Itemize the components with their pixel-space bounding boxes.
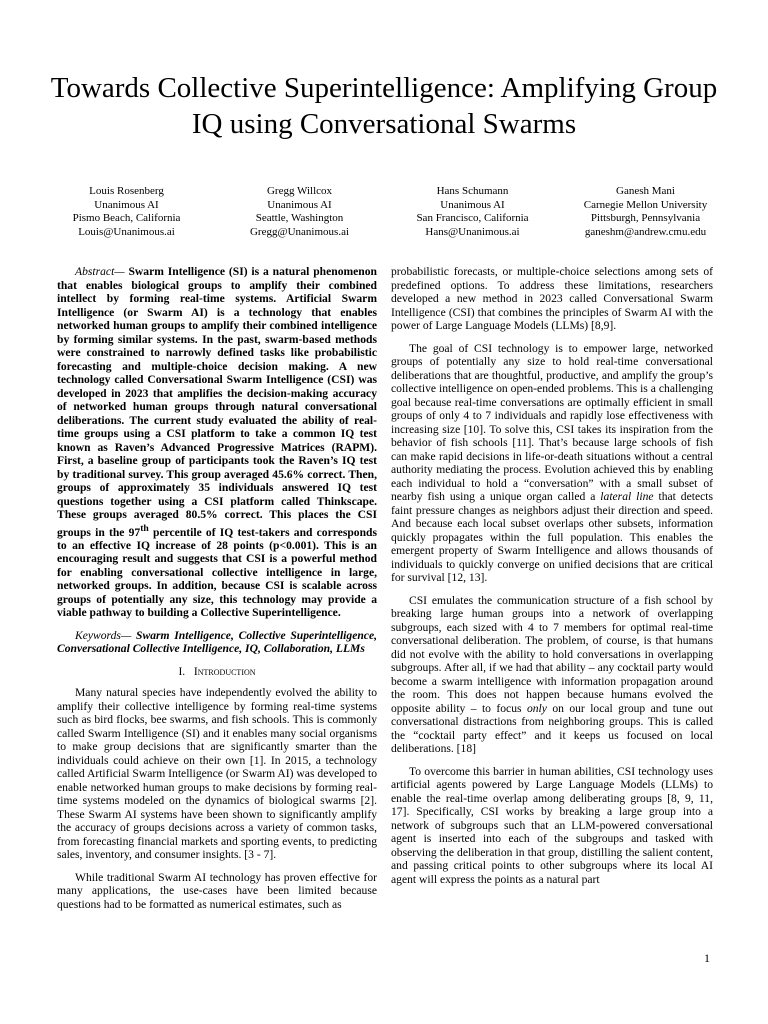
emphasis-text: only (526, 701, 547, 715)
author-location: Seattle, Washington (255, 212, 344, 224)
emphasis-text: lateral line (600, 490, 654, 503)
section-number: I. (178, 664, 186, 678)
keywords-label: Keywords— (75, 628, 132, 642)
author-org: Unanimous AI (94, 198, 159, 211)
left-column (57, 265, 377, 920)
paragraph-text: that detects faint pressure changes as neighbors adjust their direction and speed. And because each local subset overlaps other subsets, information quickly propagates within the full population. This enables the emergent property of Swarm Intelligence and allows thousands of individuals to quickly converge on unified decisions that are critical for survival [12, 13]. (391, 490, 713, 584)
paragraph: To overcome this barrier in human abilities, CSI technology uses artificial agents powered by Large Language Models (LLMs) to enable the real-time overlap among deliberating groups [8, 9, 11, 17]. Specifically, CSI works by breaking a large group into a network of subgroups such that an LLM-powered conversational agent is inserted into each of the subgroups and tasked with observing the deliberation in that group, distilling the salient content, and passing critical points to other subgroups where its local AI agent will express the points as a natural part (391, 764, 713, 886)
author-org: Unanimous AI (267, 198, 332, 211)
author-name: Hans Schumann (436, 185, 509, 197)
abstract-text-continued: percentile of IQ test-takers and corresponds to an effective IQ increase of 28 points (p<0.001). This is an encouraging result and suggests that CSI is a powerful method for enabling conversational collective intelligence in large, networked groups. In addition, because CSI is scalable across groups of potentially any size, this technology may provide a viable pathway to building a Collective Superintelligence. (57, 525, 377, 620)
paragraph: Many natural species have independently evolved the ability to amplify their collective intelligence by forming real-time systems such as bird flocks, bee swarms, and fish schools. This is commonly called Swarm Intelligence (SI) and it enables many social organisms to make group decisions that are significantly smarter than the individuals could achieve on their own [1]. In 2015, a technology called Artificial Swarm Intelligence (or Swarm AI) was developed to enable networked human groups to make decisions by forming real-time systems modeled on the dynamics of biological swarms [2]. These Swarm AI systems have been shown to significantly amplify the accuracy of groups decisions across a variety of common tasks, from forecasting financial markets and sporting events, to predicting sales, inventory, and consumer insights. [3 - 7]. (57, 686, 377, 862)
author-email: Louis@Unanimous.ai (78, 225, 175, 238)
author-location: Pittsburgh, Pennsylvania (590, 212, 701, 224)
author-location: Pismo Beach, California (72, 212, 181, 224)
author-org: Carnegie Mellon University (583, 198, 708, 211)
page-number: 1 (704, 951, 710, 965)
section-heading-introduction (57, 665, 377, 679)
paragraph-text: CSI emulates the communication structure of a fish school by breaking large human groups into a network of overlapping subgroups, each sized with 4 to 7 members for optimal real-time conversational deliberation. The problem, of course, is that humans did not evolve with the ability to hold conversations in overlapping subgroups. After all, if we had that ability – any cocktail party would become a swarm intelligence with information propagation around the room. This does not happen because humans evolved the opposite ability – to focus (391, 593, 713, 715)
abstract-superscript: th (140, 522, 149, 534)
author-block (40, 185, 732, 239)
author-email: ganeshm@andrew.cmu.edu (584, 225, 707, 238)
author-2 (213, 185, 386, 239)
right-column (391, 265, 713, 895)
keywords-text: Swarm Intelligence, Collective Superintelligence, Conversational Collective Intelligence, IQ, Collaboration, LLMs (57, 628, 377, 656)
author-org: Unanimous AI (440, 198, 505, 211)
author-email: Gregg@Unanimous.ai (249, 225, 350, 238)
paragraph (391, 594, 713, 756)
author-name: Gregg Willcox (266, 185, 333, 197)
author-3 (386, 185, 559, 239)
paragraph (391, 342, 713, 585)
paragraph: probabilistic forecasts, or multiple-choice selections among sets of predefined options. To address these limitations, researchers developed a new method in 2023 called Conversational Swarm Intelligence (CSI) that combines the principles of Swarm AI with the power of Large Language Models (LLMs) [8,9]. (391, 265, 713, 332)
abstract (57, 265, 377, 620)
paragraph: While traditional Swarm AI technology has proven effective for many applications, the use-cases have been limited because questions had to be formatted as numerical estimates, such as (57, 870, 377, 911)
paper-title: Towards Collective Superintelligence: Amplifying Group IQ using Conversational Swarms (50, 72, 718, 140)
abstract-text: Swarm Intelligence (SI) is a natural phenomenon that enables biological groups to amplify their combined intellect by forming real-time systems. Artificial Swarm Intelligence (or Swarm AI) is a technology that enables networked human groups to amplify their combined intelligence by forming similar systems. In the past, swarm-based methods were constrained to narrowly defined tasks like probabilistic forecasting and multiple-choice decision making. A new technology called Conversational Swarm Intelligence (CSI) was developed in 2023 that amplifies the decision-making accuracy of networked human groups through natural conversational deliberations. The current study evaluated the ability of real-time groups using a CSI platform to take a common IQ test known as Raven’s Advanced Progressive Matrices (RAPM). First, a baseline group of participants took the Raven’s IQ test by traditional survey. This group averaged 45.6% correct. Then, groups of approximately 35 individuals answered IQ test questions together using a CSI platform called Thinkscape. These groups averaged 80.5% correct. This places the CSI groups in the 97 (57, 265, 377, 539)
author-email: Hans@Unanimous.ai (425, 225, 520, 238)
abstract-label: Abstract— (75, 265, 125, 278)
author-name: Ganesh Mani (616, 185, 675, 197)
author-4 (559, 185, 732, 239)
paragraph-text: The goal of CSI technology is to empower large, networked groups of potentially any size to hold real-time conversational deliberations that are thoughtful, productive, and amplify the group’s collective intelligence on open-ended problems. This is a challenging goal because real-time conversations are optimally efficient in small groups of only 4 to 7 individuals and rapidly lose effectiveness with increasing size [10]. To solve this, CSI takes its inspiration from the behavior of fish schools [11]. That’s because large schools of fish can make rapid decisions in life-or-death situations without a central authority mediating the process. Evolution achieved this by enabling each individual to hold a “conversation” with a small subset of nearby fish using a unique organ called a (391, 341, 713, 503)
paragraph-text: on our local group and tune out conversational distractions from neighboring groups. This is called the “cocktail party effect” and it keeps us focused on local deliberations. [18] (391, 701, 713, 755)
keywords (57, 629, 377, 656)
author-1 (40, 185, 213, 239)
author-location: San Francisco, California (416, 212, 529, 224)
author-name: Louis Rosenberg (89, 185, 164, 197)
section-title: Introduction (193, 664, 256, 678)
